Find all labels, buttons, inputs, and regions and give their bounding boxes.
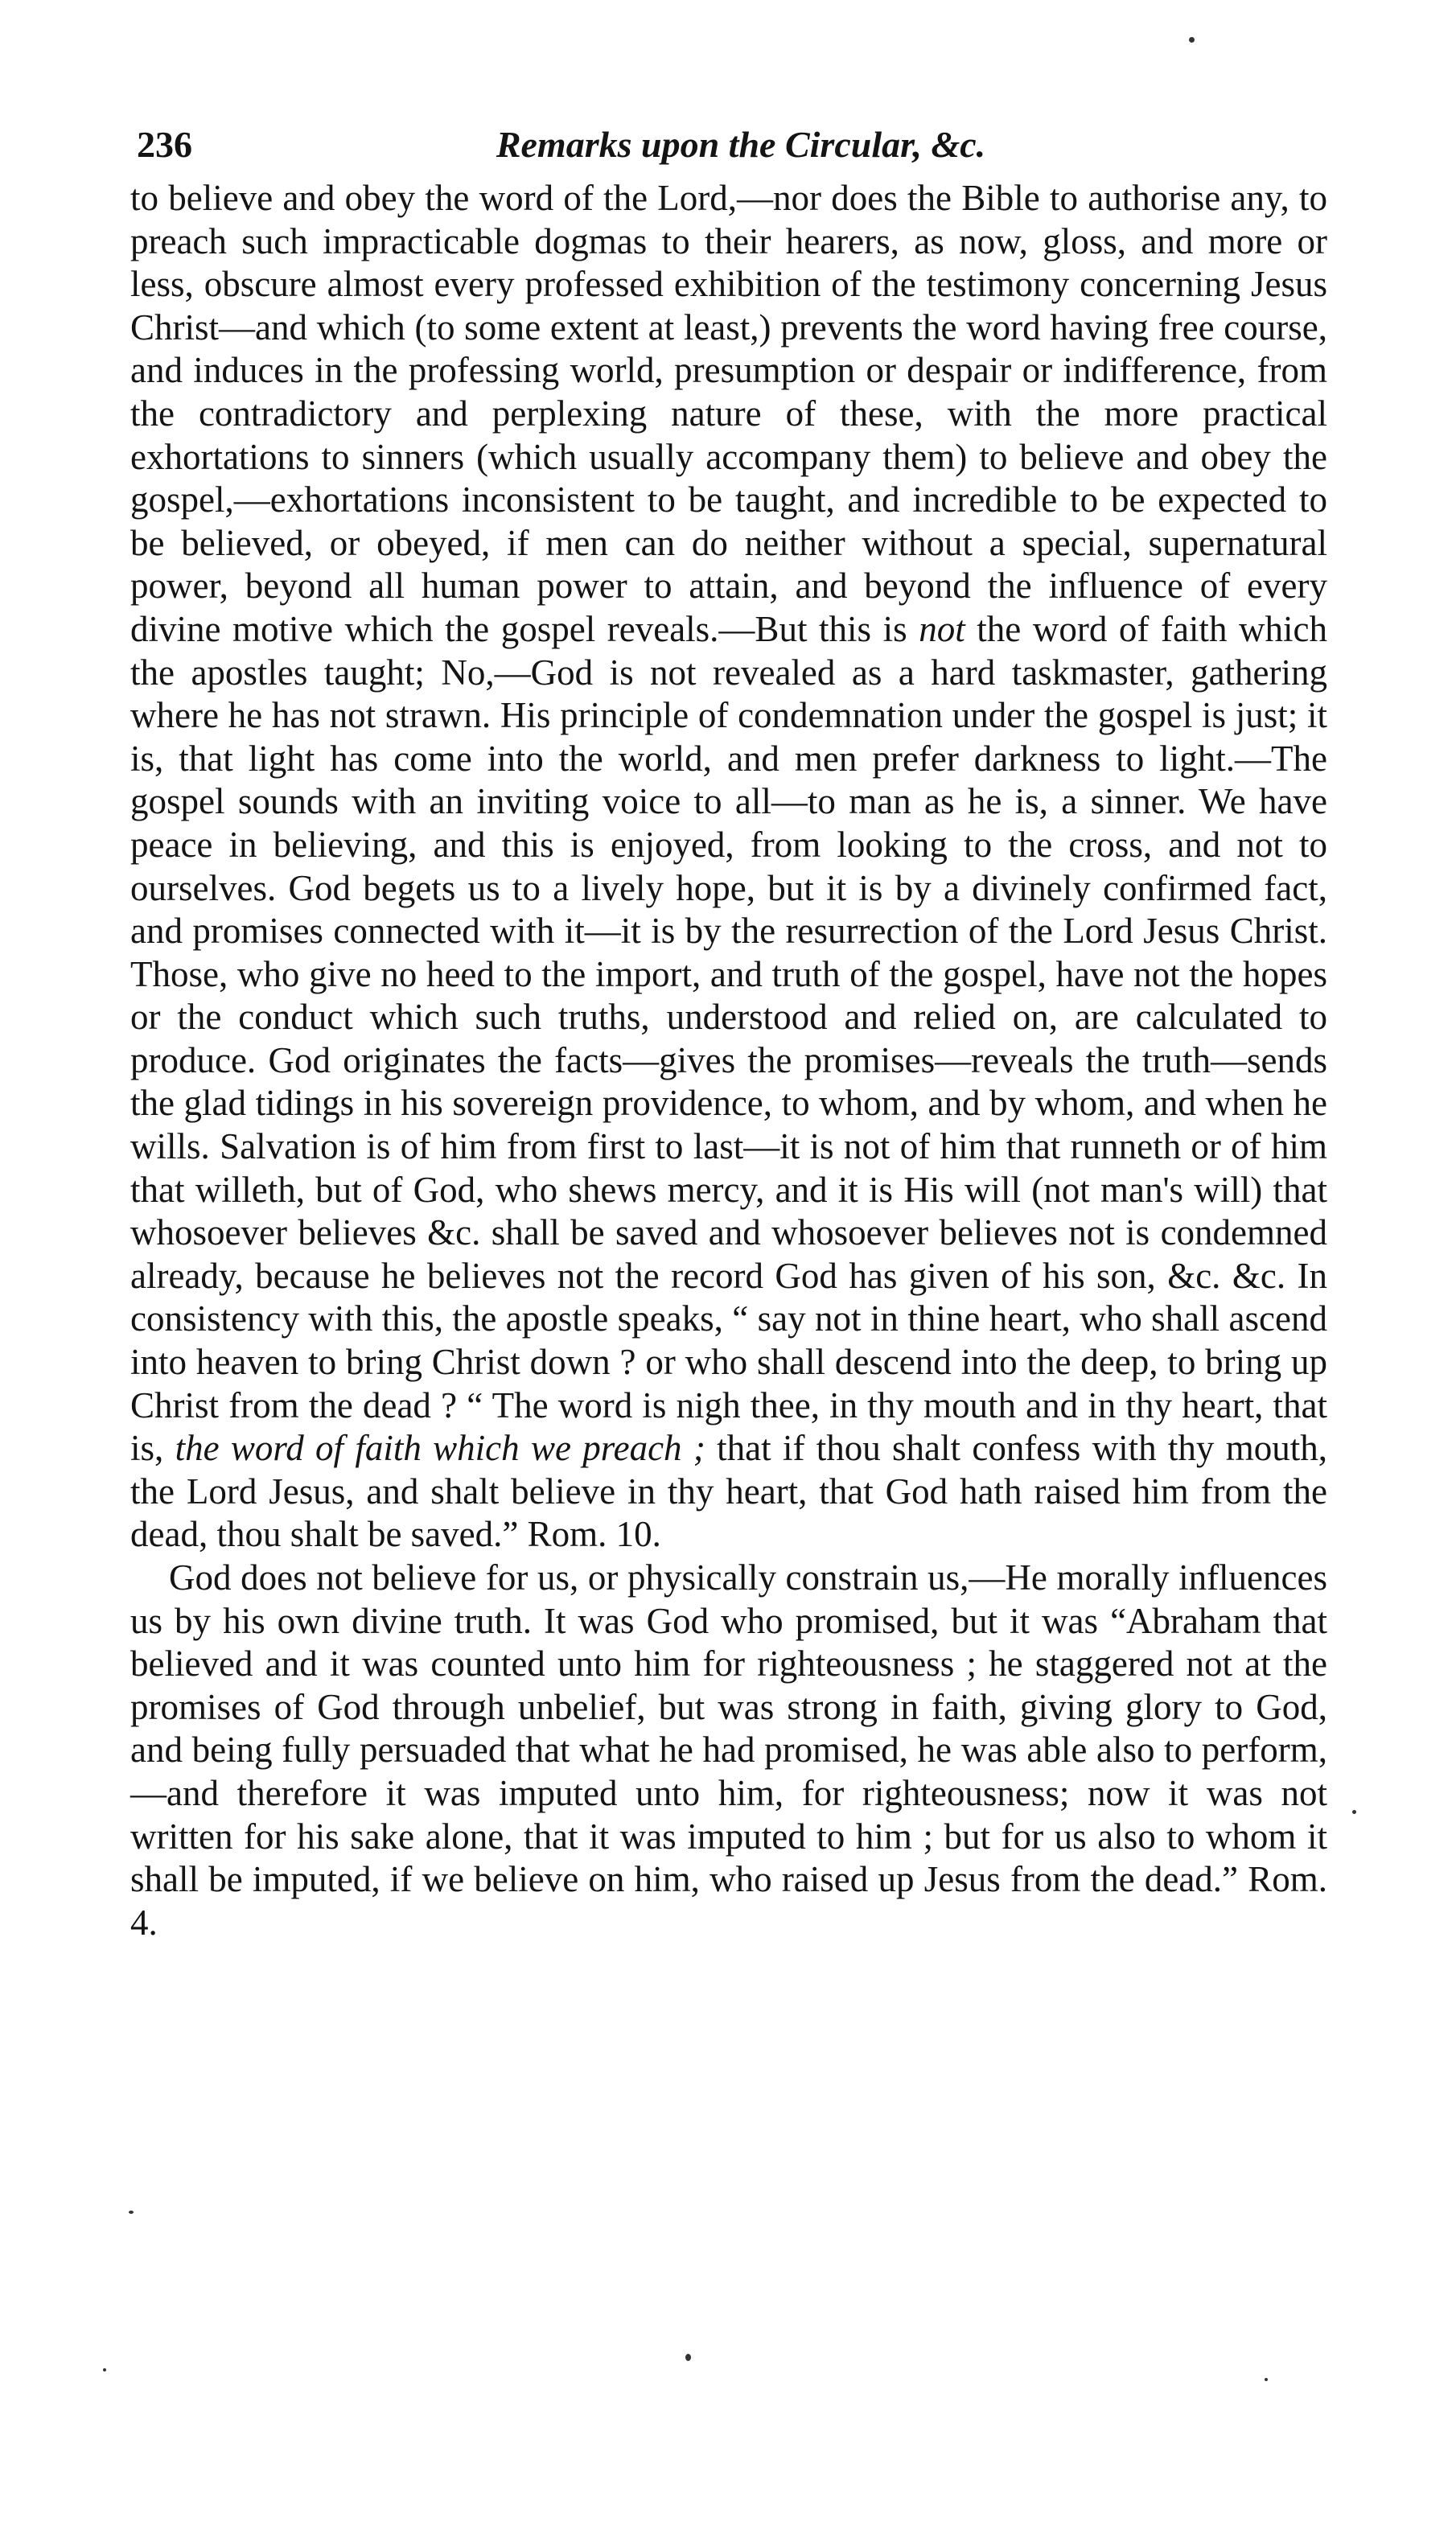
ink-speck bbox=[1189, 37, 1195, 43]
text-segment: to believe and obey the word of the Lord,—nor does the Bible to authorise any, to preach such impracticable dogmas to their hearers, as now, gloss, and more or less, obscure almost every professed exhibition of the testimony concerning Jesus Christ—and which (to some extent at least,) prevents the word having free course, and induces in the professing world, presumption or despair or indifference, from the contradictory and perplexing nature of these, with the more practical exhortations to sinners (which usually accompany them) to believe and obey the gospel,—exhortations inconsistent to be taught, and incredible to be expected to be believed, or obeyed, if men can do neither without a special, supernatural power, beyond all human power to attain, and beyond the influence of every divine motive which the gospel reveals.—But this is bbox=[130, 178, 1327, 649]
running-title: Remarks upon the Circular, &c. bbox=[496, 124, 986, 165]
ink-speck bbox=[103, 2368, 106, 2371]
paragraph-2 bbox=[130, 1557, 1327, 1944]
ink-speck bbox=[1352, 1810, 1356, 1814]
text-segment: God does not believe for us, or physically constrain us,—He morally influences us by his own divine truth. It was God who promised, but it was “Abraham that believed and it was counted unto him for righteousness ; he staggered not at the promises of God through unbelief, but was strong in faith, giving glory to God, and being fully persuaded that what he had promised, he was able also to perform, —and therefore it was imputed unto him, for righteousness; now it was not written for his sake alone, that it was imputed to him ; but for us also to whom it shall be imputed, if we believe on him, who raised up Jesus from the dead.” Rom. 4. bbox=[130, 1557, 1327, 1943]
ink-speck bbox=[1265, 2378, 1268, 2381]
paragraph-1 bbox=[130, 177, 1327, 1557]
text-segment: that if thou shalt confess with thy mouth, the Lord Jesus, and shalt believe in thy heart, that God hath raised him from the dead, thou shalt be saved.” Rom. 10. bbox=[130, 1428, 1327, 1555]
body-text bbox=[130, 177, 1327, 1944]
text-segment: the word of faith which the apostles taught; No,—God is not revealed as a hard taskmaster, gathering where he has not strawn. His principle of condemnation under the gospel is just; it is, that light has come into the world, and men prefer darkness to light.—The gospel sounds with an inviting voice to all—to man as he is, a sinner. We have peace in believing, and this is enjoyed, from looking to the cross, and not to ourselves. God begets us to a lively hope, but it is by a divinely confirmed fact, and promises connected with it—it is by the resurrection of the Lord Jesus Christ. Those, who give no heed to the import, and truth of the gospel, have not the hopes or the conduct which such truths, understood and relied on, are calculated to produce. God originates the facts—gives the promises—reveals the truth—sends the glad tidings in his sovereign providence, to whom, and by whom, and when he wills. Salvation is of him from first to last—it is not of him that runneth or of him that willeth, but of God, who shews mercy, and it is His will (not man's will) that whosoever believes &c. shall be saved and whosoever believes not is condemned already, because he believes not the record God has given of his son, &c. &c. In consistency with this, the apostle speaks, “ say not in thine heart, who shall ascend into heaven to bring Christ down ? or who shall descend into the deep, to bring up Christ from the dead ? “ The word is nigh thee, in thy mouth and in thy heart, that is, bbox=[130, 608, 1327, 1469]
ink-speck bbox=[685, 2354, 691, 2361]
italic-segment: not bbox=[919, 608, 965, 649]
page-number: 236 bbox=[137, 124, 192, 165]
italic-segment: the word of faith which we preach ; bbox=[175, 1428, 705, 1469]
ink-speck bbox=[129, 2211, 134, 2214]
book-page bbox=[130, 113, 1327, 1944]
running-head bbox=[130, 113, 1327, 177]
